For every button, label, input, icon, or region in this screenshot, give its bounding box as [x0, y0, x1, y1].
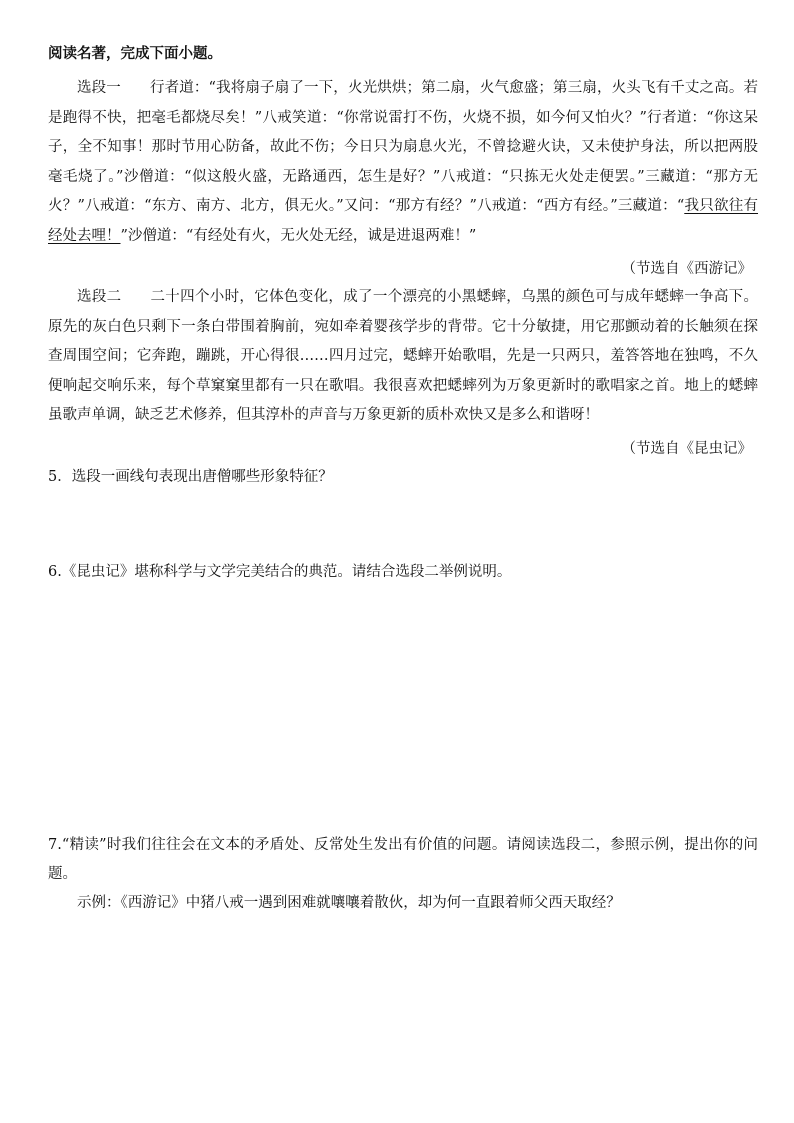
passage-two — [48, 283, 758, 431]
passage-one-text-after: ”沙僧道：“有经处有火，无火处无经，诚是进退两难！” — [120, 227, 477, 244]
answer-space-5 — [48, 492, 758, 558]
passage-two-source: （节选自《昆虫记》 — [621, 440, 752, 457]
question-7-example: 示例：《西游记》中猪八戒一遇到困难就嚷嚷着散伙，却为何一直跟着师父西天取经？ — [77, 894, 621, 911]
answer-space-6 — [48, 587, 758, 831]
passage-one-source: （节选自《西游记》 — [621, 261, 752, 277]
worksheet-page — [48, 42, 758, 918]
passage-two-label: 选段二 — [77, 289, 122, 305]
question-6: 6.《昆虫记》堪称科学与文学完美结合的典范。请结合选段二举例说明。 — [48, 563, 512, 580]
passage-one — [48, 74, 758, 251]
question-5: 5．选段一画线句表现出唐僧哪些形象特征？ — [48, 468, 333, 485]
passage-two-text: 二十四个小时，它体色变化，成了一个漂亮的小黑蟋蟀，乌黑的颜色可与成年蟋蟀一争高下。原先的灰白色只剩下一条白带围着胸前，宛如牵着婴孩学步的背带。它十分敏捷，用它那颤动着的长触须在探查周围空间；它奔跑，蹦跳，开心得很……四月过完，蟋蟀开始歌唱，先是一只两只，羞答答地在独鸣，不久便响起交响乐来，每个草窠窠里都有一只在歌唱。我很喜欢把蟋蟀列为万象更新时的歌唱家之首。地上的蟋蟀虽歌声单调，缺乏艺术修养，但其淳朴的声音与万象更新的质朴欢快又是多么和谐呀！ — [48, 289, 759, 423]
section-heading: 阅读名著，完成下面小题。 — [48, 45, 222, 62]
passage-one-label: 选段一 — [77, 80, 121, 96]
question-7: 7.“精读”时我们往往会在文本的矛盾处、反常处生发出有价值的问题。请阅读选段二，参照示例，提出你的问题。 — [48, 836, 758, 882]
passage-one-text-before: 行者道：“我将扇子扇了一下，火光烘烘；第二扇，火气愈盛；第三扇，火头飞有千丈之高。若是跑得不快，把毫毛都烧尽矣！”八戒笑道：“你常说雷打不伤，火烧不损，如今何又怕火？”行者道：“你这呆子，全不知事！那时节用心防备，故此不伤；今日只为扇息火光，不曾捻避火诀，又未使护身法，所以把两股毫毛烧了。”沙僧道：“似这般火盛，无路通西，怎生是好？”八戒道：“只拣无火处走便罢。”三藏道：“那方无火？”八戒道：“东方、南方、北方，俱无火。”又问：“那方有经？”八戒道：“西方有经。”三藏道：“ — [48, 80, 758, 214]
underlined-sentence: 我只欲往有经处去哩！ — [48, 198, 759, 244]
